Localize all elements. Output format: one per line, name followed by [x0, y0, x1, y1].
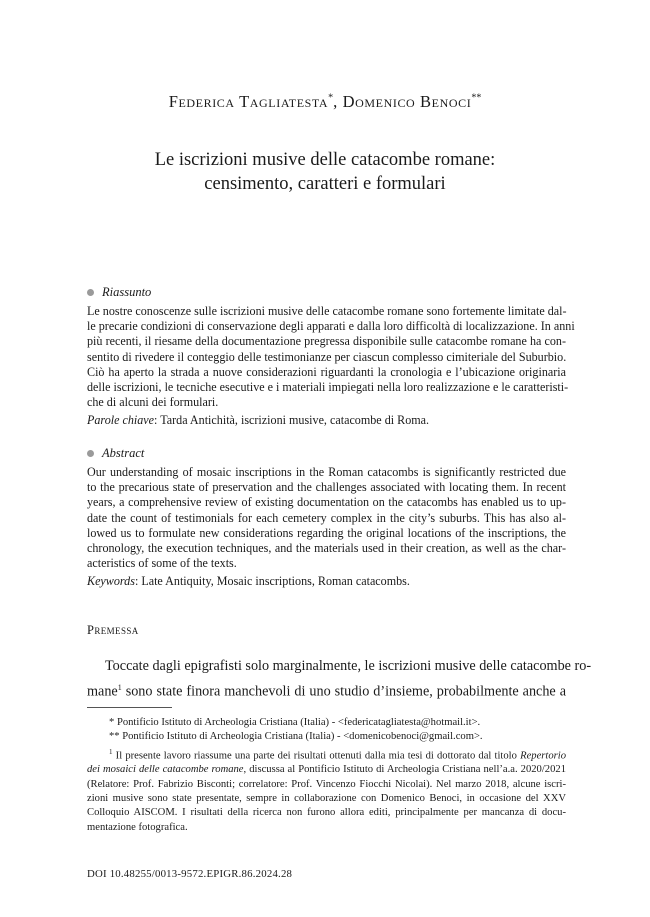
premessa-heading: Premessa: [87, 623, 139, 637]
author-1: Federica Tagliatesta: [168, 92, 329, 111]
footnote-1-line: (Relatore: Prof. Fabrizio Bisconti; correlatore: Prof. Vincenzo Fiocchi Nicolai). Nel marzo 2018, alcune iscri-: [87, 778, 566, 790]
abstract-line: date the count of testimonials for each cemetery complex in the city’s suburbs. This has also al-: [87, 510, 566, 525]
affiliation-2: ** Pontificio Istituto di Archeologia Cristiana (Italia) - <domenicobenoci@gmail.com>.: [109, 731, 483, 743]
riassunto-line: che di alcuni dei formulari.: [87, 395, 219, 410]
riassunto-line: Le nostre conoscenze sulle iscrizioni musive delle catacombe romane sono fortemente limitate dal-: [87, 304, 567, 318]
authors-line: [0, 92, 650, 112]
footnote-text: Il presente lavoro riassume una parte dei risultati ottenuti dalla mia tesi di dottorato dal titolo: [112, 750, 521, 762]
abstract-line: chronology, the execution techniques, and the materials used in their creation, as well as the char-: [87, 541, 566, 556]
keywords-label: Keywords: [87, 574, 135, 588]
riassunto-line: più recenti, il riesame della documentazione pregressa disponibile sulle catacombe romane ha con-: [87, 334, 566, 349]
riassunto-keywords: [87, 413, 429, 428]
affiliation-1: * Pontificio Istituto di Archeologia Cristiana (Italia) - <federicatagliatesta@hotmail.it>.: [109, 717, 481, 728]
abstract-line: acteristics of some of the texts.: [87, 556, 237, 571]
abstract-text: [87, 465, 566, 571]
footnote-1-line: [87, 745, 566, 764]
abstract-line: to the precarious state of preservation and the challenges associated with locating them. In recent: [87, 480, 566, 495]
riassunto-heading: [87, 285, 151, 300]
keywords-values: : Tarda Antichità, iscrizioni musive, catacombe di Roma.: [154, 413, 430, 427]
footnote-title: dei mosaici delle catacombe romane: [87, 764, 244, 776]
footnote-text: , discussa al Pontificio Istituto di Archeologia Cristiana nell’a.a. 2020/2021: [243, 764, 566, 776]
footnote-1-line: [87, 763, 566, 777]
body-line: [87, 677, 566, 703]
author-1-mark: *: [328, 92, 334, 104]
title-line-2: censimento, caratteri e formulari: [204, 174, 446, 194]
riassunto-line: sentito di rivedere il conteggio delle testimonianze per ciascun complesso cimiteriale del Suburbio.: [87, 349, 567, 364]
abstract-heading: [87, 446, 144, 461]
riassunto-heading-label: Riassunto: [102, 285, 152, 299]
bullet-icon: [87, 289, 94, 296]
body-word: sono state finora manchevoli di uno studio d’insieme, probabilmente anche a: [121, 683, 566, 700]
riassunto-line: delle iscrizioni, le tecniche esecutive e i materiali impiegati nella loro realizzazione e le caratteristi-: [87, 380, 569, 395]
keywords-values: : Late Antiquity, Mosaic inscriptions, Roman catacombs.: [134, 574, 410, 588]
keywords-label: Parole chiave: [87, 413, 155, 427]
body-line: Toccate dagli epigrafisti solo marginalmente, le iscrizioni musive delle catacombe ro-: [105, 658, 592, 674]
footnote-ref: 1: [117, 683, 122, 692]
author-2-mark: **: [471, 92, 482, 104]
body-word: mane: [87, 683, 118, 700]
footnote-1-mark: 1: [109, 747, 113, 756]
riassunto-line: Ciò ha aperto la strada a nuove considerazioni riguardanti la cronologia e l’ubicazione originaria: [87, 364, 566, 379]
footnote-divider: [87, 707, 172, 708]
footnotes: [87, 716, 566, 835]
footnote-title: Repertorio: [520, 750, 566, 762]
footnote-1-line: Colloquio AISCOM. I risultati della ricerca non furono allora editi, principalmente per mancanza di docu-: [87, 807, 566, 819]
footnote-1-line: mentazione fotografica.: [87, 821, 188, 833]
premessa-body: [87, 656, 592, 703]
doi: DOI 10.48255/0013-9572.EPIGR.86.2024.28: [87, 868, 293, 880]
abstract-keywords: [87, 574, 410, 589]
abstract-heading-label: Abstract: [102, 446, 145, 460]
author-separator: ,: [333, 92, 343, 111]
bullet-icon: [87, 450, 94, 457]
abstract-line: Our understanding of mosaic inscriptions in the Roman catacombs is significantly restricted due: [87, 465, 566, 479]
abstract-line: lowed us to formulate new considerations regarding the original locations of the inscriptions, the: [87, 525, 566, 540]
title-line-1: Le iscrizioni musive delle catacombe romane:: [154, 150, 496, 170]
abstract-line: years, a comprehensive review of existing documentation on the catacombs has enabled us to up-: [87, 495, 566, 510]
author-2: Domenico Benoci: [342, 92, 472, 111]
riassunto-line: le precarie condizioni di conservazione degli apparati e dalla loro difficoltà di localizzazione. In anni: [87, 319, 575, 334]
riassunto-text: [87, 304, 575, 410]
paper-title: [0, 148, 650, 196]
footnote-1-line: zioni musive sono state presentate, sempre in collaborazione con Domenico Benoci, in occasione del XXV: [87, 793, 566, 805]
